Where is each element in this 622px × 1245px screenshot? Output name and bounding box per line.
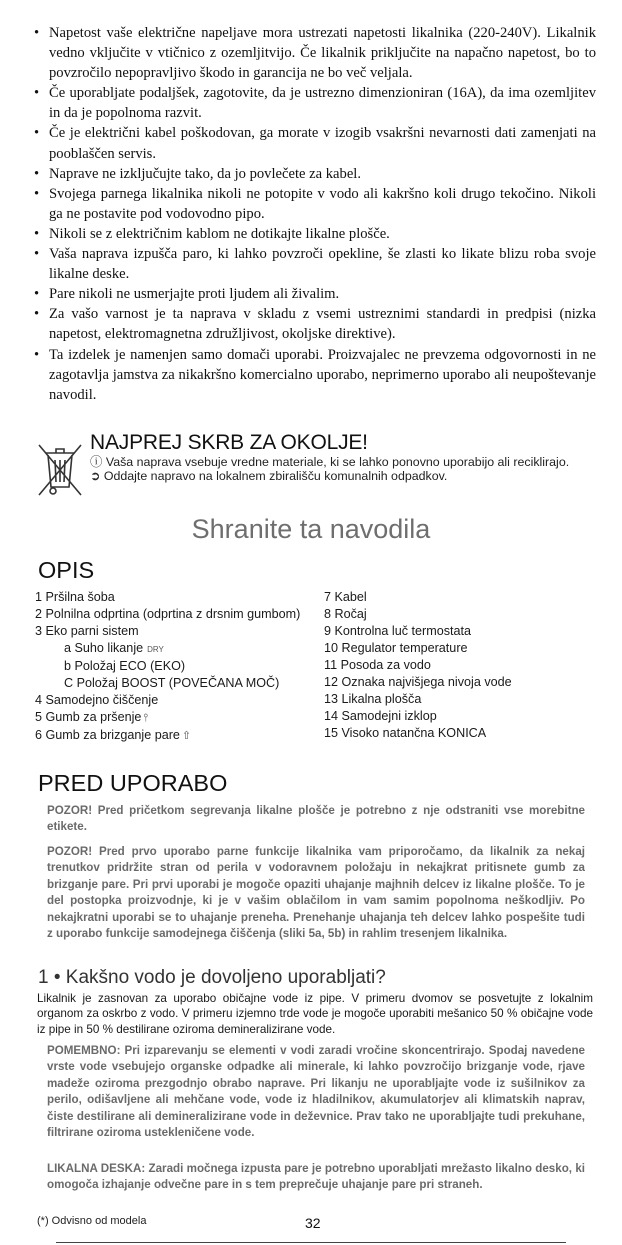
safety-bullet: • Napetost vaše električne napeljave mora ustrezati napetosti likalnika (220-240V). Likalnik vedno vključite v vtičnico z ozemljitvijo. Če likalnik priključite na napačno napetost, bo to povzročilo nepopravljivo škodo in garancija ne bo več veljala. bbox=[34, 23, 596, 83]
part-item: 13 Likalna plošča bbox=[324, 692, 422, 706]
environment-text bbox=[90, 455, 596, 483]
safety-bullet: • Vaša naprava izpušča paro, ki lahko povzroči opekline, še zlasti ko likate blizu roba svoje likalne deske. bbox=[34, 244, 596, 284]
warning-labels-note: POZOR! Pred pričetkom segrevanja likalne plošče je potrebno z nje odstraniti vse morebitne etikete. bbox=[47, 804, 585, 834]
spray-icon: ⫯ bbox=[143, 712, 149, 724]
arrow-icon: ➲ bbox=[90, 469, 101, 484]
page-number: 32 bbox=[305, 1215, 321, 1231]
ironing-board-note: LIKALNA DESKA: Zaradi močnega izpusta pare je potrebno uporabljati mrežasto likalno desko, ki omogoča izhajanje odvečne pare in s tem preprečuje uhajanje pare pri straneh. bbox=[47, 1162, 585, 1192]
safety-bullet: • Ta izdelek je namenjen samo domači uporabi. Proizvajalec ne prevzema odgovornosti in ne zagotavlja jamstva za nikakršno komercialno uporabo, neprimerno uporabo ali neupoštevanje navodil. bbox=[34, 345, 596, 405]
environment-section bbox=[34, 431, 596, 503]
collection-line: ➲ Oddajte napravo na lokalnem zbirališču komunalnih odpadkov. bbox=[90, 469, 448, 484]
info-icon: ⓘ bbox=[90, 455, 103, 469]
description-list-right bbox=[324, 589, 594, 742]
part-item: 12 Oznaka najvišjega nivoja vode bbox=[324, 675, 512, 689]
safety-bullet: • Če je električni kabel poškodovan, ga morate v izogib vsakršni nevarnosti dati zamenjati na pooblaščen servis. bbox=[34, 123, 596, 163]
part-item: 14 Samodejni izklop bbox=[324, 709, 437, 723]
part-subitem: C Položaj BOOST (POVEČANA MOČ) bbox=[64, 676, 280, 690]
safety-bullet: • Za vašo varnost je ta naprava v skladu z vsemi ustreznimi standardi in predpisi (nizka napetost, elektromagnetna združljivost, okoljske direktive). bbox=[34, 304, 596, 344]
safety-bullet: • Nikoli se z električnim kablom ne dotikajte likalne plošče. bbox=[34, 224, 596, 244]
description-list-left bbox=[35, 589, 320, 745]
part-item: 8 Ročaj bbox=[324, 607, 367, 621]
part-item: 2 Polnilna odprtina (odprtina z drsnim gumbom) bbox=[35, 607, 301, 621]
water-heading: 1 • Kakšno vodo je dovoljeno uporabljati? bbox=[38, 967, 386, 988]
environment-title: NAJPREJ SKRB ZA OKOLJE! bbox=[90, 431, 368, 454]
part-item: 15 Visoko natančna KONICA bbox=[324, 726, 487, 740]
part-item: 7 Kabel bbox=[324, 590, 367, 604]
water-paragraph: Likalnik je zasnovan za uporabo običajne vode iz pipe. V primeru dvomov se posvetujte z lokalnim organom za oskrbo z vodo. V primeru izjemno trde vode je mogoče uporabiti mešanico 50 % običajne vode iz pipe in 50 % destilirane oziroma demineralizirane vode. bbox=[37, 992, 593, 1036]
part-item: 3 Eko parni sistem bbox=[35, 624, 139, 638]
part-item: 9 Kontrolna luč termostata bbox=[324, 624, 472, 638]
footer-rule bbox=[56, 1242, 566, 1243]
dry-icon: DRY bbox=[147, 645, 164, 654]
crossed-out-bin-icon bbox=[36, 441, 84, 499]
steam-shot-icon: ⇧ bbox=[181, 730, 192, 742]
footnote: (*) Odvisno od modela bbox=[37, 1215, 147, 1227]
part-subitem: a Suho likanje DRY bbox=[64, 641, 164, 655]
part-item: 5 Gumb za pršenje ⫯ bbox=[35, 710, 149, 724]
safety-bullet: • Če uporabljate podaljšek, zagotovite, da je ustrezno dimenzioniran (16A), da ima ozemljitev in da je popolnoma razvit. bbox=[34, 83, 596, 123]
warning-first-use-note: POZOR! Pred prvo uporabo parne funkcije likalnika vam priporočamo, da likalnik za nekaj trenutkov pridržite stran od perila v vodoravnem položaju in nekajkrat pritisnete gumb za brizganje pare. Pri prvi uporabi je mogoče opaziti uhajanje majhnih delcev iz likalne plošče. To je del postopka proizvodnje, ki je v vašim oblačilom in vam samim popolnoma neškodljiv. Po nekajkratni uporabi se to uhajanje preneha. Prenehanje uhajanja teh delcev lahko pospešite tudi z uporabo funkcije samodejnega čiščenja (sliki 5a, 5b) in rahlim tresenjem likalnika. bbox=[47, 845, 585, 941]
safety-bullet: • Pare nikoli ne usmerjajte proti ljudem ali živalim. bbox=[34, 284, 596, 304]
part-item: 10 Regulator temperature bbox=[324, 641, 468, 655]
part-item: 6 Gumb za brizganje pare ⇧ bbox=[35, 728, 192, 742]
part-item: 1 Pršilna šoba bbox=[35, 590, 115, 604]
safety-bullet: • Naprave ne izključujte tako, da jo povlečete za kabel. bbox=[34, 164, 596, 184]
important-note: POMEMBNO: Pri izparevanju se elementi v vodi zaradi vročine skoncentrirajo. Spodaj navedene vrste vode vsebujejo organske odpadke ali minerale, ki lahko povzročijo brizganje vode, rjave madeže oziroma prezgodnjo obrabo naprave. Pri likanju ne uporabljajte vode iz sušilnikov za perilo, odišavljene ali mehčane vode, vode iz hladilnikov, akumulatorjev ali klimatskih naprav, čiste destilirane ali demineralizirane vode in deževnice. Prav tako ne uporabljajte tudi prekuhane, filtrirane oziroma ustekleničene vode. bbox=[47, 1044, 585, 1140]
part-item: 4 Samodejno čiščenje bbox=[35, 693, 159, 707]
description-heading: OPIS bbox=[38, 557, 95, 583]
part-subitem: b Položaj ECO (EKO) bbox=[64, 659, 186, 673]
safety-bullet-list bbox=[34, 23, 596, 405]
part-item: 11 Posoda za vodo bbox=[324, 658, 431, 672]
before-use-heading: PRED UPORABO bbox=[38, 770, 228, 796]
safety-bullet: • Svojega parnega likalnika nikoli ne potopite v vodo ali kakršno koli drugo tekočino. Nikoli ga ne postavite pod vodovodno pipo. bbox=[34, 184, 596, 224]
save-instructions-title: Shranite ta navodila bbox=[191, 514, 431, 544]
recycle-line: ⓘ Vaša naprava vsebuje vredne materiale, ki se lahko ponovno uporabijo ali reciklirajo. bbox=[90, 455, 570, 469]
